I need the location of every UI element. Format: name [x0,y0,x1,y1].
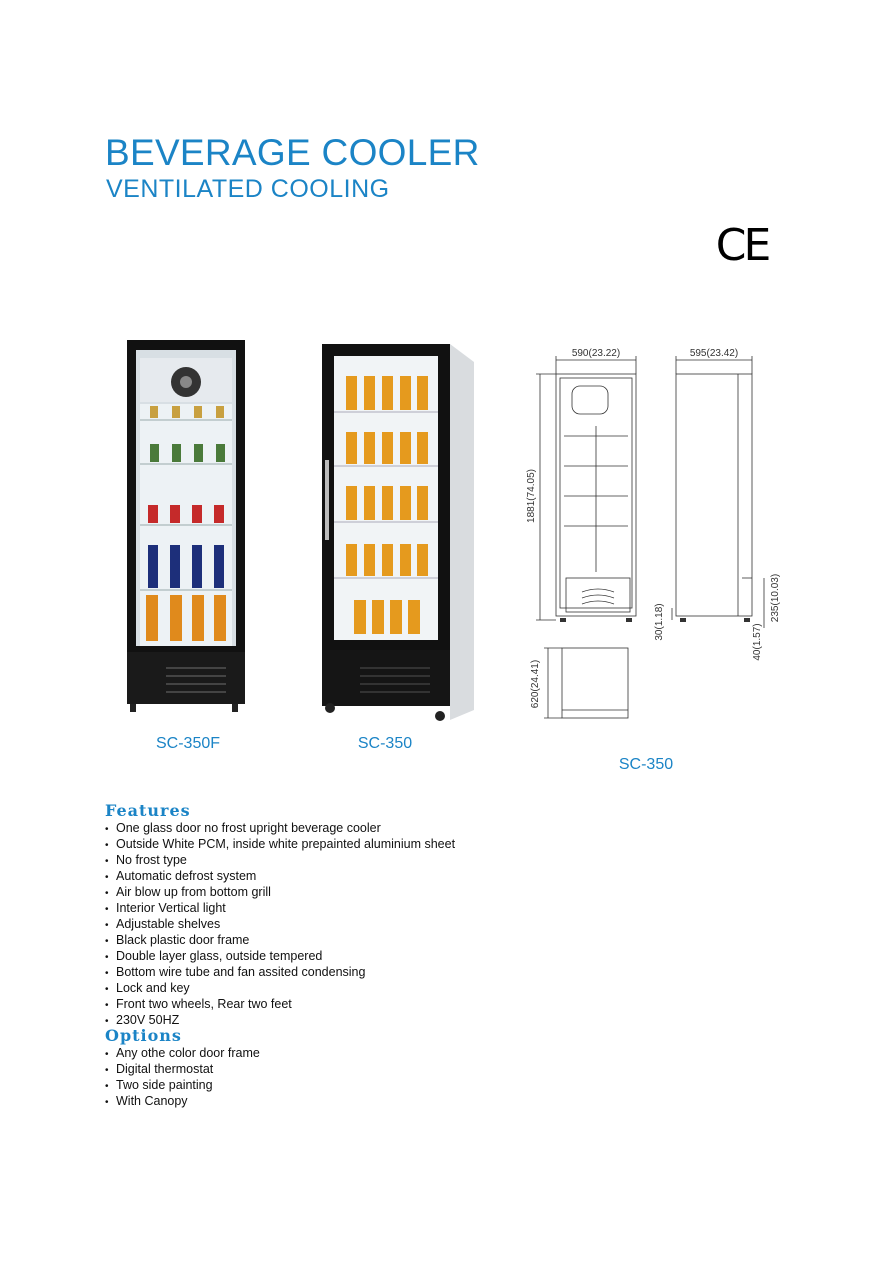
page-subtitle: VENTILATED COOLING [106,175,390,203]
dim-lower-height: 235(10.03) [770,573,781,623]
feature-item: • Interior Vertical light [105,901,455,917]
dim-side-depth: 595(23.42) [689,348,739,359]
dim-height: 1881(74.05) [526,469,537,523]
ce-mark-icon: CE [715,220,769,271]
feature-item: • No frost type [105,853,455,869]
feature-item: • Double layer glass, outside tempered [105,949,455,965]
options-heading: Options [105,1026,182,1045]
feature-item: • One glass door no frost upright beverage cooler [105,821,455,837]
dim-top-depth: 620(24.41) [530,659,541,709]
dim-foot-height: 30(1.18) [654,603,665,641]
option-item: • With Canopy [105,1094,260,1110]
option-item: • Any othe color door frame [105,1046,260,1062]
product-caption-sc-350: SC-350 [357,735,413,752]
feature-item: • Front two wheels, Rear two feet [105,997,455,1013]
feature-item: • Adjustable shelves [105,917,455,933]
feature-item: • Lock and key [105,981,455,997]
product-caption-sc-350f: SC-350F [155,735,221,752]
option-item: • Two side painting [105,1078,260,1094]
feature-item: • 230V 50HZ [105,1013,455,1029]
feature-item: • Outside White PCM, inside white prepainted aluminium sheet [105,837,455,853]
features-heading: Features [105,801,191,820]
feature-item: • Air blow up from bottom grill [105,885,455,901]
option-item: • Digital thermostat [105,1062,260,1078]
dim-front-width: 590(23.22) [571,348,621,359]
product-image-sc-350f [126,340,248,714]
feature-item: • Bottom wire tube and fan assited condensing [105,965,455,981]
options-list [105,1046,260,1110]
page-title: BEVERAGE COOLER [105,132,480,173]
dim-wheel-height: 40(1.57) [752,623,763,661]
features-list [105,821,455,1029]
feature-item: • Black plastic door frame [105,933,455,949]
feature-item: • Automatic defrost system [105,869,455,885]
product-image-sc-350 [320,342,476,726]
drawing-caption: SC-350 [618,756,674,773]
technical-drawing [524,346,790,738]
